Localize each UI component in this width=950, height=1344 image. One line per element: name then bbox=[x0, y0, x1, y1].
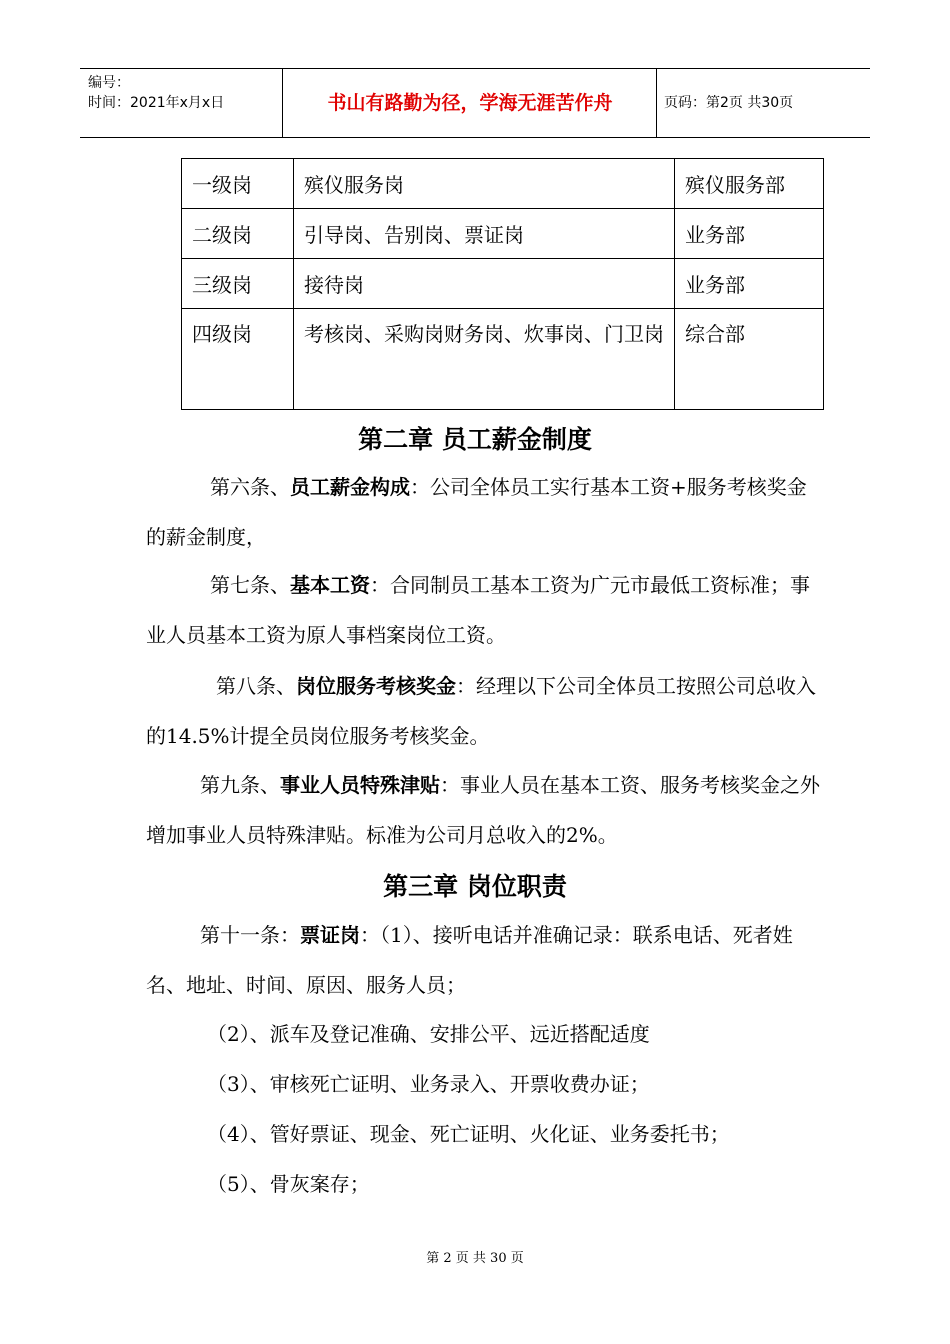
level-cell: 三级岗 bbox=[182, 259, 294, 309]
article-text: ：经理以下公司全体员工按照公司总收入的14.5%计提全员岗位服务考核奖金。 bbox=[146, 674, 816, 748]
code-label: 编号： bbox=[88, 75, 130, 91]
article-9 bbox=[146, 760, 826, 860]
duty-item: （5）、骨灰案存； bbox=[207, 1172, 370, 1196]
article-text: ：合同制员工基本工资为广元市最低工资标准；事业人员基本工资为原人事档案岗位工资。 bbox=[146, 573, 810, 647]
header-divider bbox=[656, 69, 657, 137]
article-8 bbox=[146, 661, 826, 761]
dept-cell: 殡仪服务部 bbox=[675, 159, 824, 209]
table-row bbox=[182, 209, 824, 259]
page-header bbox=[80, 68, 870, 138]
article-keyword: 事业人员特殊津贴 bbox=[280, 773, 440, 797]
article-11 bbox=[146, 910, 826, 1010]
article-keyword: 岗位服务考核奖金 bbox=[296, 674, 456, 698]
article-lead: 第六条、 bbox=[210, 475, 290, 499]
chapter-2-title: 第二章 员工薪金制度 bbox=[358, 425, 592, 454]
level-cell: 二级岗 bbox=[182, 209, 294, 259]
article-lead: 第七条、 bbox=[210, 573, 290, 597]
level-cell: 一级岗 bbox=[182, 159, 294, 209]
article-keyword: 基本工资 bbox=[290, 573, 370, 597]
table-row bbox=[182, 309, 824, 410]
dept-cell: 业务部 bbox=[675, 259, 824, 309]
article-6 bbox=[146, 462, 826, 562]
time-label: 时间：2021年x月x日 bbox=[88, 95, 225, 111]
dept-cell: 业务部 bbox=[675, 209, 824, 259]
article-text: ：公司全体员工实行基本工资+服务考核奖金的薪金制度， bbox=[146, 475, 807, 549]
article-keyword: 票证岗 bbox=[300, 923, 360, 947]
header-divider bbox=[282, 69, 283, 137]
position-table bbox=[181, 158, 824, 410]
article-7 bbox=[146, 560, 826, 660]
article-lead: 第十一条： bbox=[200, 923, 300, 947]
article-text: ：事业人员在基本工资、服务考核奖金之外增加事业人员特殊津贴。标准为公司月总收入的2%。 bbox=[146, 773, 820, 847]
posts-cell: 殡仪服务岗 bbox=[294, 159, 675, 209]
article-lead: 第八条、 bbox=[216, 674, 296, 698]
chapter-3-title: 第三章 岗位职责 bbox=[383, 872, 567, 901]
table-row bbox=[182, 259, 824, 309]
article-keyword: 员工薪金构成 bbox=[290, 475, 410, 499]
table-row bbox=[182, 159, 824, 209]
duty-item: （2）、派车及登记准确、安排公平、远近搭配适度 bbox=[207, 1022, 650, 1046]
header-page-number: 页码：第2页 共30页 bbox=[664, 95, 794, 111]
posts-cell: 引导岗、告别岗、票证岗 bbox=[294, 209, 675, 259]
article-text: ：（1）、接听电话并准确记录：联系电话、死者姓名、地址、时间、原因、服务人员； bbox=[146, 923, 793, 997]
posts-cell: 接待岗 bbox=[294, 259, 675, 309]
header-meta bbox=[88, 73, 224, 113]
dept-cell: 综合部 bbox=[675, 309, 824, 410]
posts-cell: 考核岗、采购岗财务岗、炊事岗、门卫岗 bbox=[294, 309, 675, 410]
page-footer: 第 2 页 共 30 页 bbox=[426, 1251, 524, 1266]
level-cell: 四级岗 bbox=[182, 309, 294, 410]
article-lead: 第九条、 bbox=[200, 773, 280, 797]
duty-item: （3）、审核死亡证明、业务录入、开票收费办证； bbox=[207, 1072, 650, 1096]
header-motto: 书山有路勤为径，学海无涯苦作舟 bbox=[327, 92, 613, 114]
duty-item: （4）、管好票证、现金、死亡证明、火化证、业务委托书； bbox=[207, 1122, 730, 1146]
